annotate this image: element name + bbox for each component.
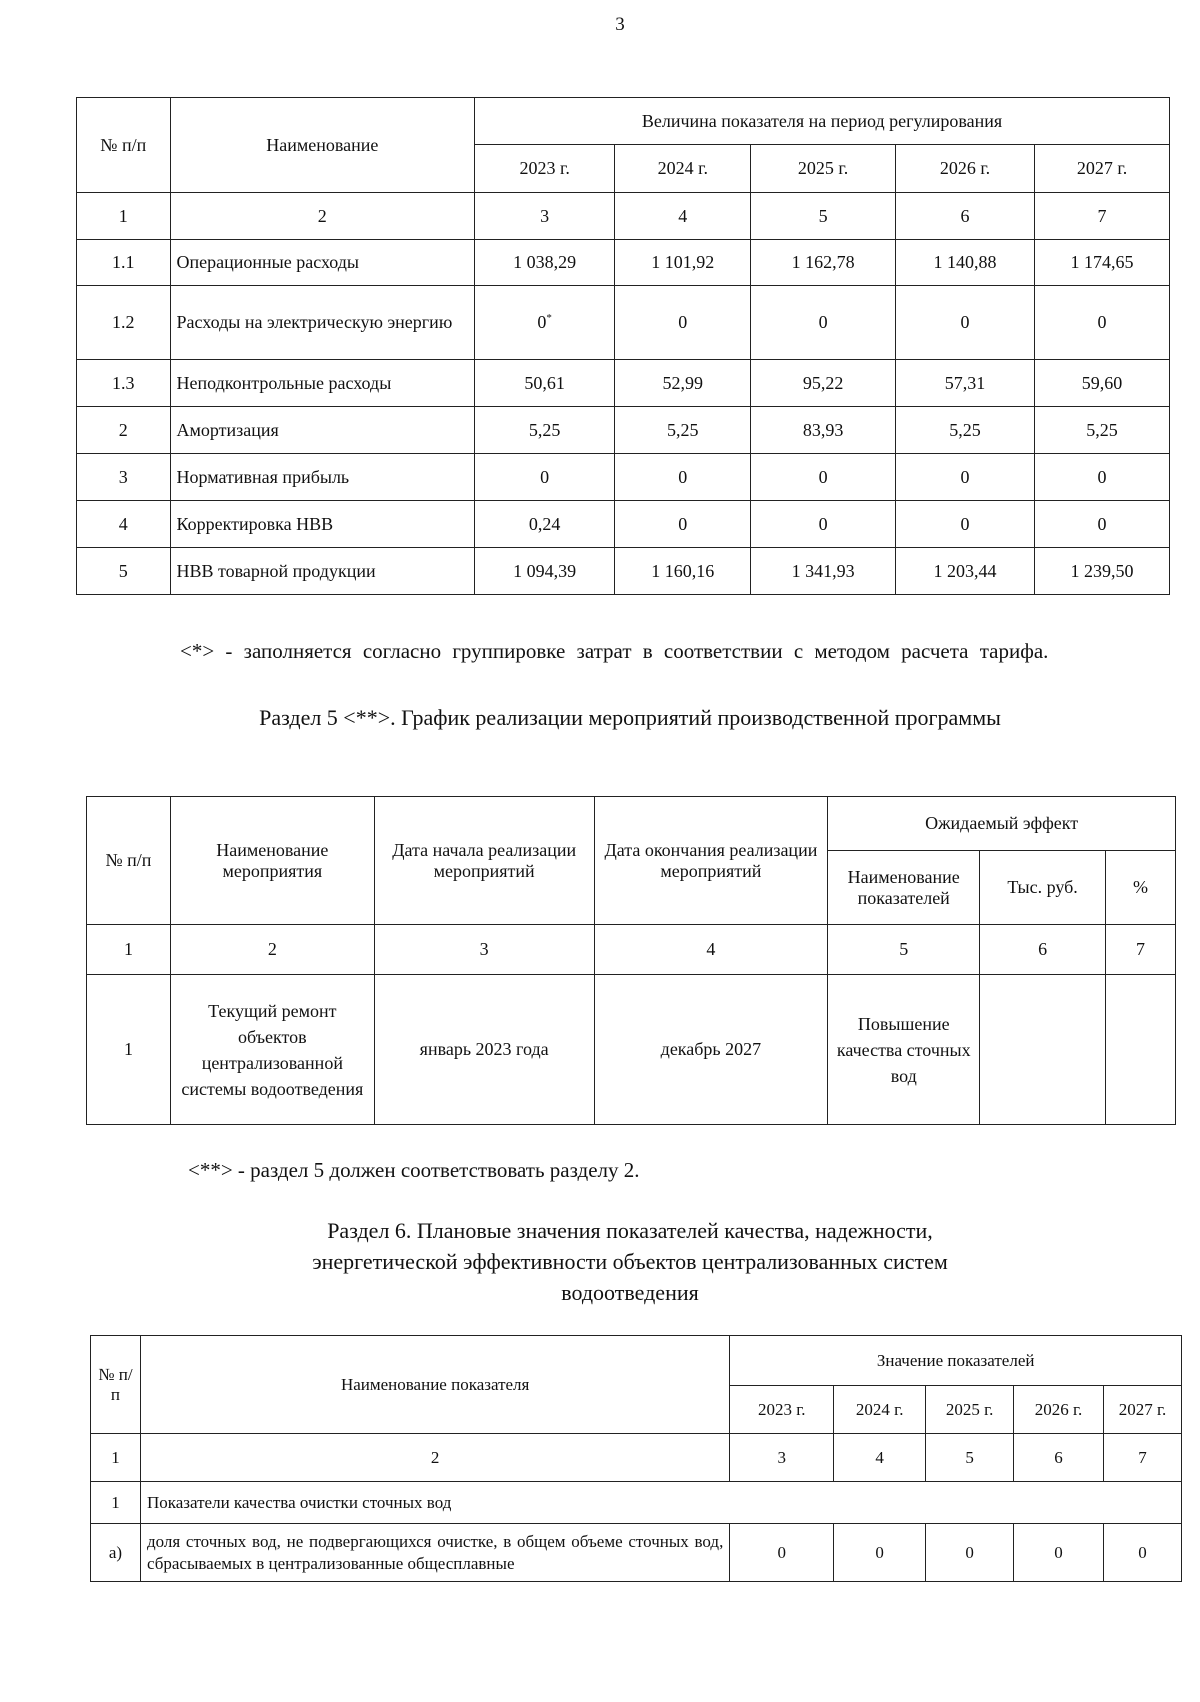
group-row [91,1482,1182,1524]
row-name: Неподконтрольные расходы [170,360,475,407]
row-num: а) [91,1524,141,1582]
index-cell: 7 [1106,925,1176,975]
index-cell: 1 [91,1434,141,1482]
table-row [77,286,1170,360]
row-end: декабрь 2027 [594,975,828,1125]
page-number: 3 [615,14,625,35]
index-cell: 1 [77,193,171,240]
group-name: Показатели качества очистки сточных вод [140,1482,1181,1524]
row-value: 5,25 [615,407,751,454]
row-name: Операционные расходы [170,240,475,286]
cost-table [76,97,1170,595]
row-num: 2 [77,407,171,454]
header-year: 2024 г. [834,1386,926,1434]
header-num: № п/п [87,797,171,925]
row-rub [980,975,1106,1125]
header-pct: % [1106,851,1176,925]
row-num: 4 [77,501,171,548]
row-indicator: Повышение качества сточных вод [828,975,980,1125]
index-cell: 5 [751,193,896,240]
row-num: 1.2 [77,286,171,360]
row-value: 1 162,78 [751,240,896,286]
header-year: 2026 г. [1014,1386,1104,1434]
footnote-mark: * [546,312,552,324]
header-end: Дата окончания реализации мероприятий [594,797,828,925]
header-name: Наименование мероприятия [170,797,374,925]
header-period: Величина показателя на период регулирования [475,98,1170,145]
row-value: 0 [751,454,896,501]
row-value: 59,60 [1035,360,1170,407]
row-value: 5,25 [1035,407,1170,454]
row-value: 50,61 [475,360,615,407]
header-year: 2026 г. [895,145,1034,193]
row-num: 1.3 [77,360,171,407]
index-cell: 7 [1035,193,1170,240]
indicators-table [90,1335,1182,1582]
row-value: 5,25 [895,407,1034,454]
index-cell: 3 [730,1434,834,1482]
row-name: Амортизация [170,407,475,454]
section-5-title: Раздел 5 <**>. График реализации мероприятий производственной программы [259,705,1001,730]
row-value: 0 [615,286,751,360]
row-name: Текущий ремонт объектов централизованной системы водоотведения [170,975,374,1125]
row-value: 1 160,16 [615,548,751,595]
row-value: 0,24 [475,501,615,548]
header-year: 2027 г. [1035,145,1170,193]
row-name: Нормативная прибыль [170,454,475,501]
index-cell: 7 [1104,1434,1182,1482]
header-values: Значение показателей [730,1336,1182,1386]
header-year: 2025 г. [926,1386,1014,1434]
table-row [87,975,1176,1125]
row-value: 83,93 [751,407,896,454]
group-num: 1 [91,1482,141,1524]
row-value: 0 [730,1524,834,1582]
table-row [77,360,1170,407]
index-cell: 5 [926,1434,1014,1482]
row-value: 0 [834,1524,926,1582]
index-cell: 1 [87,925,171,975]
row-value: 1 239,50 [1035,548,1170,595]
index-cell: 2 [170,193,475,240]
footnote-1: <*> - заполняется согласно группировке затрат в соответствии с методом расчета тарифа. [180,639,1049,663]
row-value: 5,25 [475,407,615,454]
row-name: НВВ товарной продукции [170,548,475,595]
header-name: Наименование [170,98,475,193]
row-num: 1 [87,975,171,1125]
row-value: 0 [475,454,615,501]
index-cell: 6 [980,925,1106,975]
table-row [77,548,1170,595]
index-cell: 6 [895,193,1034,240]
row-num: 1.1 [77,240,171,286]
row-value: 1 341,93 [751,548,896,595]
index-cell: 3 [475,193,615,240]
index-cell: 2 [170,925,374,975]
row-value: 1 101,92 [615,240,751,286]
row-value: 95,22 [751,360,896,407]
row-start: январь 2023 года [374,975,594,1125]
row-value-text: 0 [537,312,547,332]
row-pct [1106,975,1176,1125]
index-cell: 4 [594,925,828,975]
header-start: Дата начала реализации мероприятий [374,797,594,925]
schedule-table [86,796,1176,1125]
row-value [475,286,615,360]
header-year: 2025 г. [751,145,896,193]
row-value: 0 [926,1524,1014,1582]
row-name: Расходы на электрическую энергию [170,286,475,360]
row-value: 0 [615,501,751,548]
section-6-title: Раздел 6. Плановые значения показателей качества, надежности, энергетической эффективности объектов централизованных систем водоотведения [312,1218,948,1305]
row-num: 3 [77,454,171,501]
row-value: 52,99 [615,360,751,407]
index-cell: 5 [828,925,980,975]
header-num: № п/п [91,1336,141,1434]
header-num: № п/п [77,98,171,193]
row-value: 0 [895,454,1034,501]
index-cell: 4 [615,193,751,240]
index-cell: 4 [834,1434,926,1482]
row-value: 1 094,39 [475,548,615,595]
header-year: 2023 г. [475,145,615,193]
row-value: 1 174,65 [1035,240,1170,286]
row-value: 0 [895,501,1034,548]
row-value: 0 [1014,1524,1104,1582]
table-row [77,407,1170,454]
header-effect: Ожидаемый эффект [828,797,1176,851]
row-value: 0 [751,286,896,360]
row-num: 5 [77,548,171,595]
row-value: 0 [751,501,896,548]
header-name: Наименование показателя [140,1336,729,1434]
header-year: 2023 г. [730,1386,834,1434]
row-value: 0 [1035,501,1170,548]
row-name: Корректировка НВВ [170,501,475,548]
row-name: доля сточных вод, не подвергающихся очистке, в общем объеме сточных вод, сбрасываемых в централизованные общесплавные [140,1524,729,1582]
table-row [77,501,1170,548]
row-value: 0 [1035,286,1170,360]
row-value: 1 038,29 [475,240,615,286]
table-row [77,240,1170,286]
header-rub: Тыс. руб. [980,851,1106,925]
table-row [77,454,1170,501]
row-value: 57,31 [895,360,1034,407]
index-cell: 3 [374,925,594,975]
row-value: 1 203,44 [895,548,1034,595]
row-value: 0 [1035,454,1170,501]
index-cell: 6 [1014,1434,1104,1482]
row-value: 0 [895,286,1034,360]
header-year: 2024 г. [615,145,751,193]
row-value: 0 [1104,1524,1182,1582]
table-row [91,1524,1182,1582]
header-indicator: Наименование показателей [828,851,980,925]
header-year: 2027 г. [1104,1386,1182,1434]
row-value: 0 [615,454,751,501]
footnote-2: <**> - раздел 5 должен соответствовать разделу 2. [188,1158,640,1182]
index-cell: 2 [140,1434,729,1482]
row-value: 1 140,88 [895,240,1034,286]
